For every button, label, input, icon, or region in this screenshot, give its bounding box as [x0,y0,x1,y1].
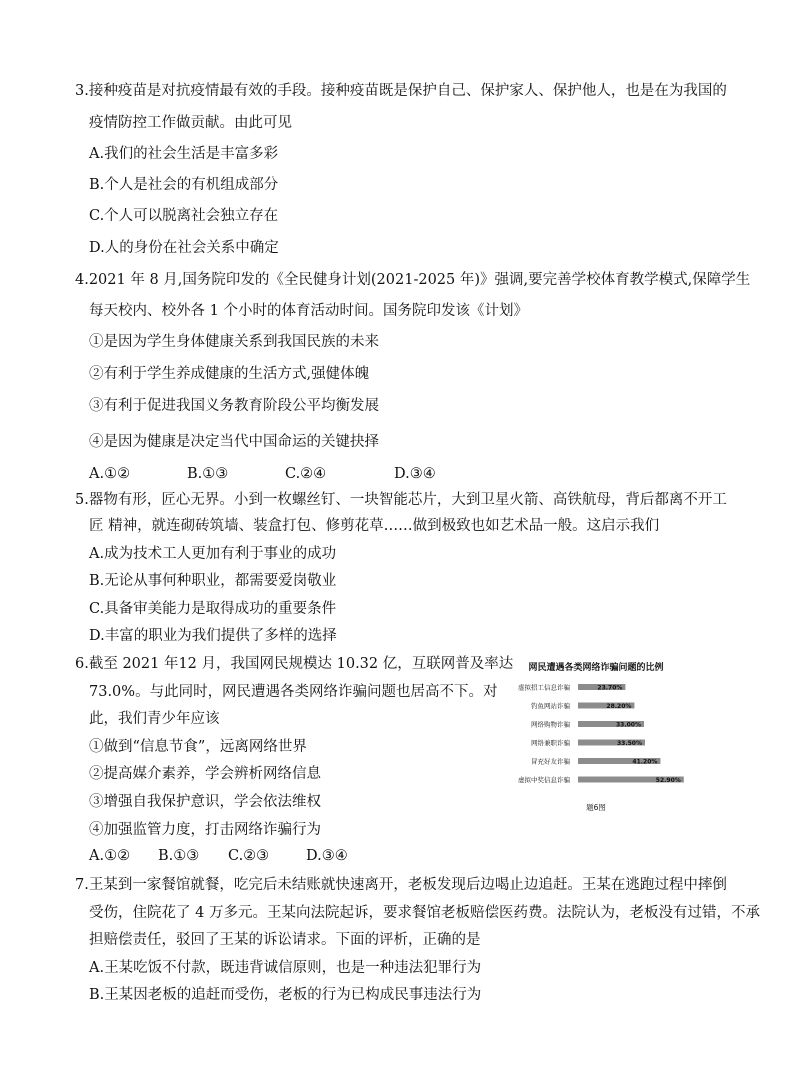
q3-stem-line1: 3.接种疫苗是对抗疫情最有效的手段。接种疫苗既是保护自己、保护家人、保护他人，也是在为我国的 [75,83,727,99]
q6-stem-line3: 此，我们青少年应该 [89,711,220,727]
q7-option-a: A.王某吃饭不付款，既违背诚信原则，也是一种违法犯罪行为 [89,960,482,976]
q4-stem-line1: 4.2021 年 8 月,国务院印发的《全民健身计划(2021-2025 年)》强调,要完善学校体育教学模式,保障学生 [75,272,751,288]
q6-option-b: B.①③ [158,848,200,864]
q6-item-3: ③增强自我保护意识，学会依法维权 [89,794,321,810]
chart-value-label: 33.00% [616,721,641,729]
q7-stem-line2: 受伤，住院花了 4 万多元。王某向法院起诉，要求餐馆老板赔偿医药费。法院认为，老板没有过错，不承 [89,905,760,921]
q4-item-2: ②有利于学生养成健康的生活方式,强健体魄 [89,366,370,382]
q5-option-b: B.无论从事何种职业，都需要爱岗敬业 [89,573,337,589]
chart-value-label: 23.70% [597,684,623,692]
q5-option-d: D.丰富的职业为我们提供了多样的选择 [89,628,337,644]
q3-option-b: B.个人是社会的有机组成部分 [89,177,279,193]
q7-stem-line3: 担赔偿责任，驳回了王某的诉讼请求。下面的评析，正确的是 [89,932,481,948]
q4-item-4: ④是因为健康是决定当代中国命运的关键抉择 [89,434,379,450]
chart-value-label: 28.20% [606,702,632,710]
chart-plot [486,678,706,800]
q5-option-a: A.成为技术工人更加有利于事业的成功 [89,546,337,562]
q5-stem-line2: 匠 精神，就连砌砖筑墙、装盒打包、修剪花草……做到极致也如艺术品一般。这启示我们 [89,518,660,534]
chart-category-label: 冒充好友诈骗 [531,757,570,766]
q6-option-a: A.①② [89,848,131,864]
chart-category-label: 网络购物诈骗 [531,720,570,729]
q4-option-c: C.②④ [285,466,327,482]
q6-chart [486,660,706,816]
q5-option-c: C.具备审美能力是取得成功的重要条件 [89,601,337,617]
q3-option-a: A.我们的社会生活是丰富多彩 [89,146,279,162]
q4-item-3: ③有利于促进我国义务教育阶段公平均衡发展 [89,398,379,414]
q6-option-d: D.③④ [306,848,348,864]
q5-stem-line1: 5.器物有形，匠心无界。小到一枚螺丝钉、一块智能芯片，大到卫星火箭、高铁航母，背后都离不开工 [75,492,727,508]
chart-category-label: 钓鱼网站诈骗 [531,702,570,710]
q3-stem-line2: 疫情防控工作做贡献。由此可见 [89,115,292,131]
q6-option-c: C.②③ [228,848,270,864]
q7-stem-line1: 7.王某到一家餐馆就餐，吃完后未结账就快速离开，老板发现后边喝止边追赶。王某在逃跑过程中摔倒 [75,877,727,893]
chart-value-label: 52.90% [655,776,681,784]
chart-value-label: 33.50% [617,739,642,747]
q3-option-c: C.个人可以脱离社会独立存在 [89,208,279,224]
q4-option-a: A.①② [89,466,131,482]
q3-option-d: D.人的身份在社会关系中确定 [89,240,279,256]
chart-category-label: 虚拟招工信息诈骗 [518,683,570,692]
chart-title: 网民遭遇各类网络诈骗问题的比例 [528,663,664,673]
q6-item-4: ④加强监管力度，打击网络诈骗行为 [89,822,321,838]
q4-item-1: ①是因为学生身体健康关系到我国民族的未来 [89,334,379,350]
q6-item-1: ①做到“信息节食”，远离网络世界 [89,739,307,755]
q6-stem-line1: 6.截至 2021 年12 月，我国网民规模达 10.32 亿，互联网普及率达 [75,656,514,672]
chart-category-label: 网络兼职诈骗 [531,739,570,747]
q7-option-b: B.王某因老板的追赶而受伤，老板的行为已构成民事违法行为 [89,987,482,1003]
q6-item-2: ②提高媒介素养，学会辨析网络信息 [89,766,321,782]
q4-option-b: B.①③ [187,466,229,482]
chart-category-label: 虚拟中奖信息诈骗 [518,776,570,784]
chart-value-label: 41.20% [632,758,658,766]
q6-stem-line2: 73.0%。与此同时，网民遭遇各类网络诈骗问题也居高不下。对 [89,684,498,700]
q4-stem-line2: 每天校内、校外各 1 个小时的体育活动时间。国务院印发该《计划》 [89,303,528,319]
chart-caption: 题6图 [586,803,606,812]
q4-option-d: D.③④ [394,466,436,482]
